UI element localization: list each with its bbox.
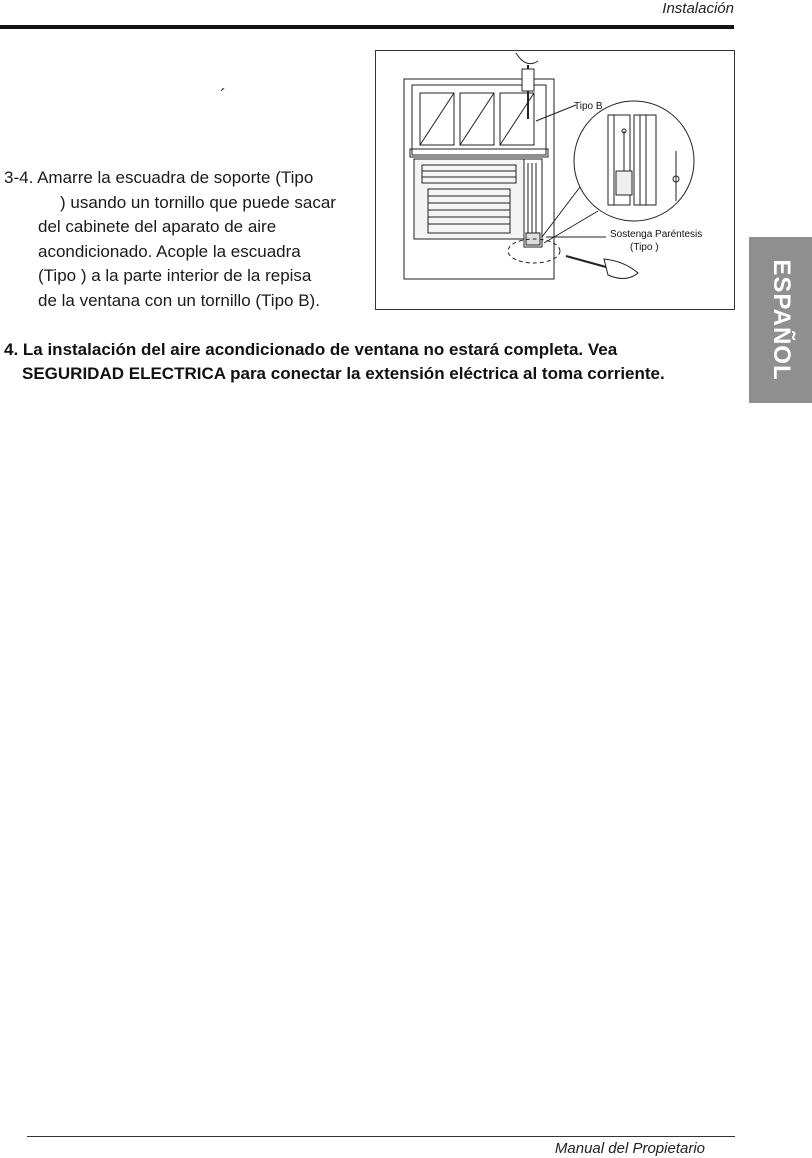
note-line-1: 4. La instalación del aire acondicionado de ventana no estará completa. Vea [4, 340, 618, 359]
header-rule [0, 25, 734, 29]
completion-note [4, 338, 734, 386]
window-ac-illustration [376, 51, 736, 311]
note-line-2: SEGURIDAD ELECTRICA para conectar la extensión eléctrica al toma corriente. [22, 364, 665, 383]
figure-label-screw: Tipo B [574, 101, 603, 112]
step-line: ) usando un tornillo que puede sacar [60, 192, 336, 212]
installation-figure [375, 50, 735, 310]
step-line: acondicionado. Acople la escuadra [38, 241, 301, 261]
language-side-tab [749, 237, 812, 403]
figure-label-bracket: Sostenga Paréntesis [610, 229, 703, 240]
figure-label-bracket-type: (Tipo ) [630, 242, 659, 253]
page-header-title: Instalación [662, 0, 734, 17]
footer-manual-title: Manual del Propietario [554, 1140, 705, 1157]
language-tab-label: ESPAÑOL [767, 259, 795, 381]
step-line: (Tipo ) a la parte interior de la repisa [38, 266, 312, 285]
step-3-4-text [4, 166, 366, 313]
step-line: del cabinete del aparato de aire [38, 217, 277, 236]
step-line: de la ventana con un tornillo (Tipo B). [38, 290, 320, 310]
stray-accent-mark: ´ [220, 86, 226, 106]
step-line: 3-4. Amarre la escuadra de soporte (Tipo [4, 168, 314, 187]
footer-rule [27, 1136, 735, 1137]
